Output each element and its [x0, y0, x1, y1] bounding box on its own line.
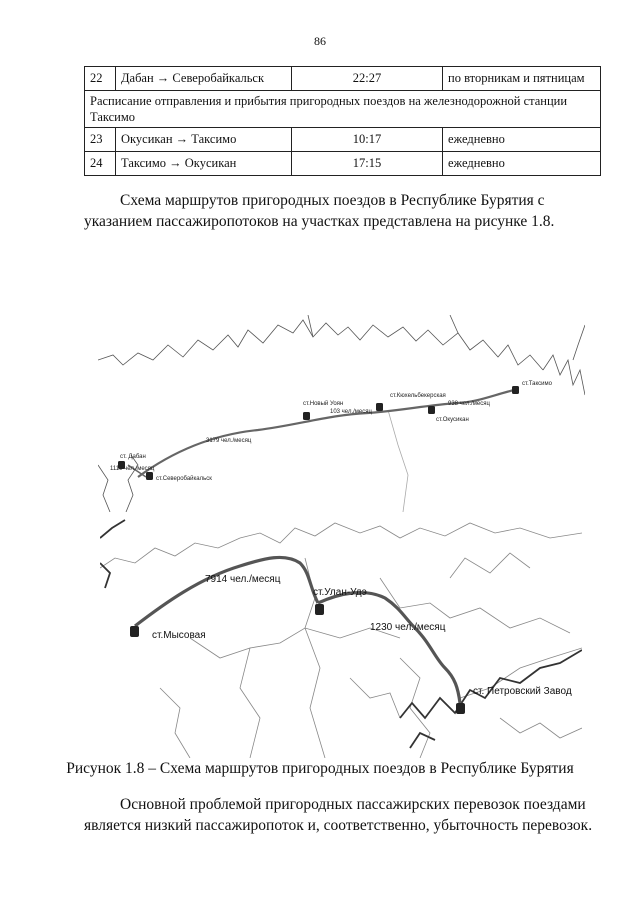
flow-label: 3179 чел./месяц — [206, 438, 252, 444]
station-label: ст. Дабан — [120, 454, 146, 460]
row-number: 24 — [85, 152, 116, 176]
paragraph-conclusion — [84, 794, 601, 836]
paragraph-line: является низкий пассажиропоток и, соответственно, убыточность перевозок. — [84, 817, 593, 834]
flow-label: 1230 чел./месяц — [370, 622, 446, 633]
train-icon — [428, 406, 435, 414]
flow-label: 938 чел./месяц — [448, 401, 490, 407]
station-label: ст.Окусикан — [436, 417, 469, 423]
flow-label: 1119 чел./месяц — [110, 466, 155, 472]
map-south-buryatia — [100, 518, 582, 758]
train-icon — [376, 403, 383, 411]
route-cell: Таксимо → Окусикан — [116, 152, 292, 176]
rail-route-line — [135, 557, 318, 626]
flow-label: 7914 чел./месяц — [205, 574, 281, 585]
train-icon — [315, 604, 324, 615]
time-cell: 10:17 — [292, 128, 443, 152]
map-north-buryatia — [98, 315, 585, 512]
flow-label: 103 чел./месяц — [330, 409, 372, 415]
table-row — [85, 67, 601, 91]
time-cell: 22:27 — [292, 67, 443, 91]
paragraph-intro — [84, 190, 601, 232]
row-number: 22 — [85, 67, 116, 91]
table-row — [85, 152, 601, 176]
station-label: ст.Таксимо — [522, 381, 552, 387]
station-label: ст.Новый Уоян — [303, 401, 344, 407]
paragraph-line: указанием пассажиропотоков на участках представлена на рисунке 1.8. — [84, 213, 555, 230]
time-cell: 17:15 — [292, 152, 443, 176]
paragraph-line: Основной проблемой пригородных пассажирских перевозок поездами — [120, 796, 586, 813]
schedule-table — [84, 66, 601, 176]
table-section-header — [85, 91, 601, 128]
station-label: ст.Улан-Удэ — [313, 587, 367, 598]
table-row — [85, 128, 601, 152]
route-cell: Окусикан → Таксимо — [116, 128, 292, 152]
train-icon — [303, 412, 310, 420]
days-cell: ежедневно — [443, 128, 601, 152]
train-icon — [146, 472, 153, 480]
station-label: ст.Северобайкальск — [156, 476, 212, 482]
station-label: ст.Кюхельбекерская — [390, 393, 446, 399]
page-number: 86 — [314, 34, 326, 48]
station-label: ст.Мысовая — [152, 630, 206, 641]
section-header-cell: Расписание отправления и прибытия пригородных поездов на железнодорожной станции Таксимо — [85, 91, 601, 128]
days-cell: ежедневно — [443, 152, 601, 176]
paragraph-line: Схема маршрутов пригородных поездов в Республике Бурятия с — [120, 192, 545, 209]
days-cell: по вторникам и пятницам — [443, 67, 601, 91]
train-icons — [130, 604, 465, 714]
route-cell: Дабан → Северобайкальск — [116, 67, 292, 91]
train-icon — [512, 386, 519, 394]
train-icon — [456, 703, 465, 714]
row-number: 23 — [85, 128, 116, 152]
station-label: ст. Петровский Завод — [473, 686, 572, 697]
figure-caption: Рисунок 1.8 – Схема маршрутов пригородных поездов в Республике Бурятия — [66, 760, 574, 777]
train-icon — [130, 626, 139, 637]
